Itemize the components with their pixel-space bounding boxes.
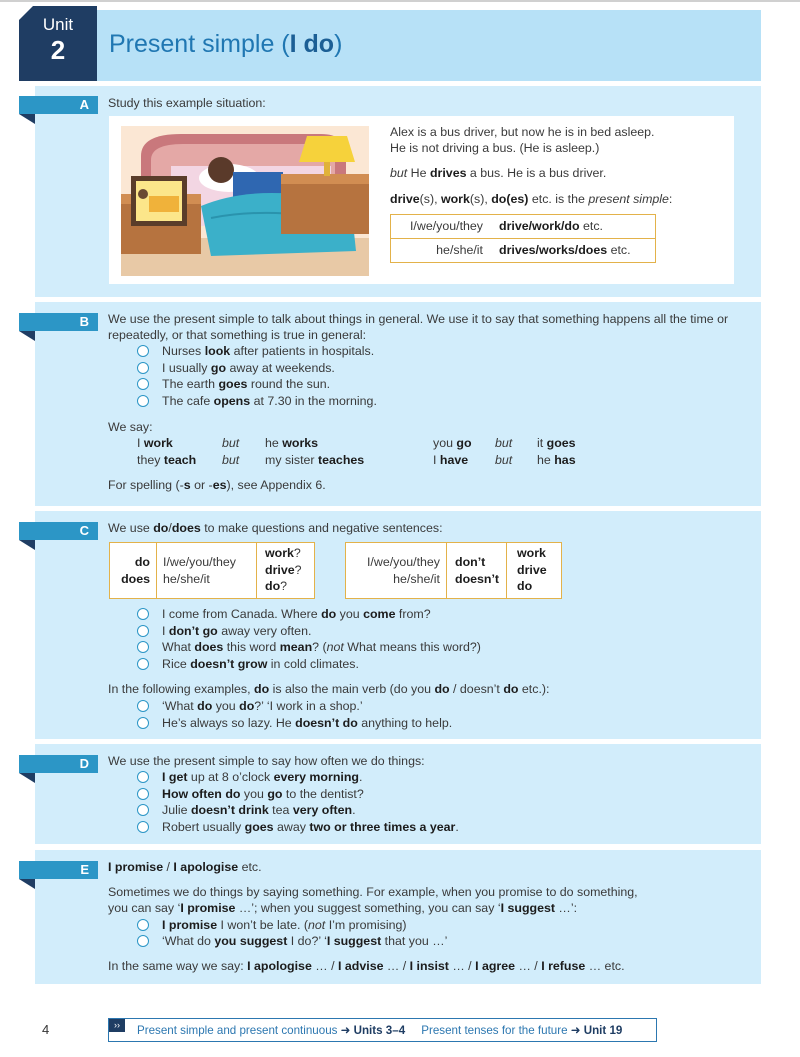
list-item: I usually go away at weekends. [136,360,760,377]
situation-text [390,124,730,207]
double-arrow-icon: ›› [109,1019,125,1032]
section-b-examples [136,343,760,409]
page-number: 4 [42,1022,50,1037]
list-item: I come from Canada. Where do you come from? [136,606,760,623]
say-r2c3: I have [433,453,469,467]
question-table: do does I/we/you/they he/she/it work? drive? do? [109,542,315,599]
page-title: Present simple (I do) [109,30,343,58]
say-r2c1: they teach [137,453,197,467]
unit-label: Unit [42,15,74,34]
list-item: ‘What do you do?’ ‘I work in a shop.’ [136,698,760,715]
say-r1-but1: but [222,436,240,450]
link-unit-19[interactable]: ➜ Unit 19 [570,1024,623,1037]
list-item: I promise I won’t be late. (not I’m promising) [136,917,760,934]
list-item: Robert usually goes away two or three times a year. [136,819,760,836]
cross-reference-bar [108,1018,657,1042]
section-b-content [108,311,760,409]
list-item: He’s always so lazy. He doesn’t do anything to help. [136,715,760,732]
link-units-3-4[interactable]: ➜ Units 3–4 [340,1024,406,1037]
example-box [109,116,734,284]
section-c-intro: We use do/does to make questions and negative sentences: [108,521,443,535]
sleeping-driver-illustration [121,126,369,276]
top-divider [0,0,800,2]
list-item: I get up at 8 o’clock every morning. [136,769,760,786]
table-row: he/she/it drives/works/does etc. [391,238,655,262]
section-b-para: We use the present simple to talk about things in general. We use it to say that something happens all the time or repeatedly, or that something is true in general: [108,312,729,343]
say-r2-but1: but [222,453,240,467]
list-item: What does this word mean? (not What means this word?) [136,639,760,656]
unit-badge [19,6,97,81]
section-d-tab: D [19,755,98,773]
section-e-tab: E [19,861,98,879]
spelling-note: For spelling (-s or -es), see Appendix 6. [108,478,326,492]
section-e-content [108,859,760,974]
section-a-tab: A [19,96,98,114]
section-c-tab: C [19,522,98,540]
section-e-para-2: you can say ‘I promise …’; when you suggest something, you can say ‘I suggest …’: [108,901,578,916]
situation-line-3: but He drives a bus. He is a bus driver. [390,166,607,181]
situation-line-1: Alex is a bus driver, but now he is in bed asleep. [390,125,655,139]
list-item: Nurses look after patients in hospitals. [136,343,760,360]
list-item: Julie doesn’t drink tea very often. [136,802,760,819]
title-bar [97,10,761,81]
list-item: The cafe opens at 7.30 in the morning. [136,393,760,410]
list-item: ‘What do you suggest I do?’ ‘I suggest that you …’ [136,933,760,950]
say-r1c4: it goes [537,436,576,450]
main-verb-note: In the following examples, do is also the main verb (do you do / doesn’t do etc.): [108,682,550,696]
say-r1c2: he works [265,436,319,450]
situation-line-2: He is not driving a bus. (He is asleep.) [390,141,600,156]
section-e-heading: I promise / I apologise etc. [108,860,262,874]
section-b-tab: B [19,313,98,331]
say-r2c4: he has [537,453,576,467]
section-e-last: In the same way we say: I apologise … / I advise … / I insist … / I agree … / I refuse … etc. [108,958,625,973]
negative-table: I/we/you/they he/she/it don’t doesn’t work drive do [345,542,562,599]
list-item: Rice doesn’t grow in cold climates. [136,656,760,673]
present-simple-note: drive(s), work(s), do(es) etc. is the present simple: [390,191,673,206]
say-r1c1: I work [137,436,173,450]
main-verb-examples [136,698,760,731]
section-d-intro: We use the present simple to say how often we do things: [108,754,425,768]
list-item: How often do you go to the dentist? [136,786,760,803]
say-r2c2: my sister teaches [265,453,365,467]
say-r1-but2: but [495,436,513,450]
list-item: I don’t go away very often. [136,623,760,640]
we-say-label: We say: [108,420,153,434]
unit-number: 2 [50,35,66,65]
cross-reference-text: Present simple and present continuous ➜ Units 3–4 Present tenses for the future ➜ Unit 19 [137,1024,623,1037]
table-row: I/we/you/they drive/work/do etc. [409,219,603,233]
say-r1c3: you go [433,436,472,450]
section-c-examples [136,606,760,672]
section-d-content [108,753,760,835]
section-e-para-1: Sometimes we do things by saying something. For example, when you promise to do something, [108,885,638,900]
say-r2-but2: but [495,453,513,467]
conjugation-table [390,214,656,263]
list-item: The earth goes round the sun. [136,376,760,393]
section-a-intro: Study this example situation: [108,96,266,110]
